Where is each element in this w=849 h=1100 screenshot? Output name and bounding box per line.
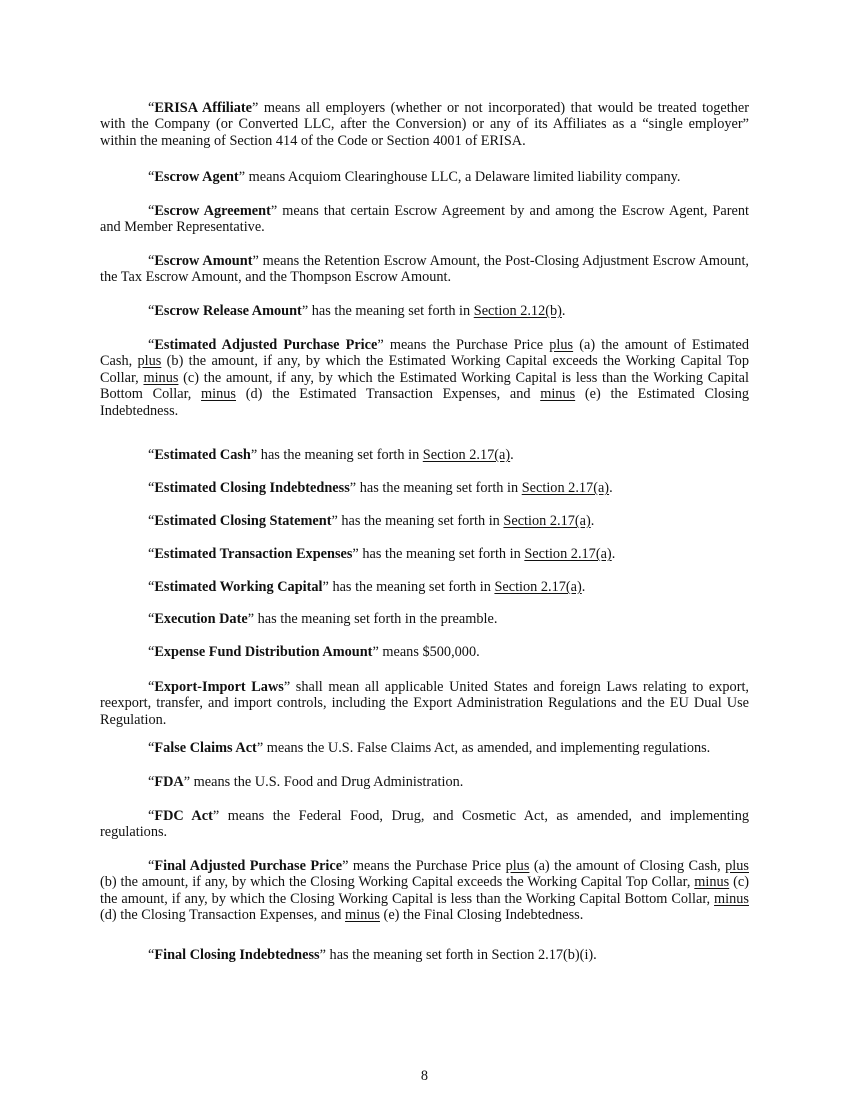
- definition-paragraph: “Estimated Cash” has the meaning set forth in Section 2.17(a).: [148, 447, 514, 463]
- definition-paragraph: “Estimated Transaction Expenses” has the meaning set forth in Section 2.17(a).: [148, 546, 616, 562]
- defined-term: Escrow Agent: [154, 169, 239, 185]
- definition-paragraph: “Execution Date” has the meaning set forth in the preamble.: [148, 611, 498, 627]
- definition-text: has the meaning set forth in: [362, 546, 525, 562]
- definition-paragraph: “Expense Fund Distribution Amount” means $500,000.: [148, 644, 480, 660]
- definition-text: has the meaning set forth in the preamble.: [257, 611, 498, 627]
- definition-text: (c) the amount, if any, by which the Closing Working Capital is less than the Working Capital Bottom Collar,: [100, 874, 749, 907]
- definition-paragraph: “Estimated Closing Statement” has the meaning set forth in Section 2.17(a).: [148, 513, 595, 529]
- definition-text: means the Retention Escrow Amount, the Post-Closing Adjustment Escrow Amount, the Tax Escrow Amount, and the Thompson Escrow Amount.: [100, 253, 750, 286]
- definition-text: means the Purchase Price: [352, 858, 506, 874]
- definition-paragraph: “Export-Import Laws” shall mean all applicable United States and foreign Laws relating to export, reexport, transfer, and import controls, including the Export Administration Regulations and the EU Dual Use Regulation.: [100, 679, 750, 728]
- underlined-text: minus: [694, 874, 730, 891]
- definition-text: has the meaning set forth in: [311, 303, 474, 319]
- definition-text: (b) the amount, if any, by which the Closing Working Capital exceeds the Working Capital Top Collar,: [100, 874, 695, 891]
- definition-text: has the meaning set forth in: [332, 579, 495, 595]
- defined-term: Escrow Release Amount: [154, 303, 302, 319]
- underlined-text: Section 2.12(b): [473, 303, 562, 319]
- definition-text: (a) the amount of Estimated Cash,: [100, 337, 750, 370]
- defined-term: False Claims Act: [154, 740, 257, 756]
- definition-text: .: [611, 546, 616, 562]
- defined-term: Estimated Working Capital: [154, 579, 323, 595]
- definition-text: .: [590, 513, 595, 529]
- defined-term: Estimated Transaction Expenses: [154, 546, 353, 562]
- definition-text: (b) the amount, if any, by which the Estimated Working Capital exceeds the Working Capital Top Collar,: [100, 353, 749, 386]
- underlined-text: Section 2.17(a): [524, 546, 612, 562]
- definition-paragraph: “Estimated Adjusted Purchase Price” means the Purchase Price plus (a) the amount of Estimated Cash, plus (b) the amount, if any, by which the Estimated Working Capital exceeds the Working Capital Top Collar, minus (c) the amount, if any, by which the Estimated Working Capital is less than the Working Capital Bottom Collar, minus (d) the Estimated Transaction Expenses, and minus (e) the Estimated Closing Indebtedness.: [100, 337, 750, 419]
- definition-paragraph: “Final Closing Indebtedness” has the meaning set forth in Section 2.17(b)(i).: [148, 947, 597, 963]
- definition-paragraph: “Escrow Amount” means the Retention Escrow Amount, the Post-Closing Adjustment Escrow Amount, the Tax Escrow Amount, and the Thompson Escrow Amount.: [100, 253, 750, 286]
- defined-term: Escrow Agreement: [154, 203, 271, 219]
- defined-term: Final Closing Indebtedness: [154, 947, 320, 963]
- definition-paragraph: “Final Adjusted Purchase Price” means the Purchase Price plus (a) the amount of Closing Cash, plus (b) the amount, if any, by which the Closing Working Capital exceeds the Working Capital Top Collar, minus (c) the amount, if any, by which the Closing Working Capital is less than the Working Capital Bottom Collar, minus (d) the Closing Transaction Expenses, and minus (e) the Final Closing Indebtedness.: [100, 858, 749, 924]
- definition-text: (c) the amount, if any, by which the Estimated Working Capital is less than the Working Capital Bottom Collar,: [100, 369, 749, 403]
- definition-text: .: [581, 579, 586, 595]
- defined-term: Execution Date: [154, 611, 248, 627]
- definition-text: .: [609, 480, 613, 496]
- underlined-text: Section 2.17(a): [503, 513, 591, 529]
- definition-text: means the Federal Food, Drug, and Cosmetic Act, as amended, and implementing regulations.: [100, 808, 749, 841]
- page-number: 8: [420, 1068, 429, 1084]
- definition-paragraph: “FDA” means the U.S. Food and Drug Administration.: [148, 774, 464, 790]
- definition-text: means the Purchase Price: [389, 337, 550, 353]
- underlined-text: plus: [137, 353, 162, 370]
- definition-paragraph: “ERISA Affiliate” means all employers (whether or not incorporated) that would be treated together with the Company (or Converted LLC, after the Conversion) or any of its Affiliates as a “single employer” within the meaning of Section 414 of the Code or Section 4001 of ERISA.: [100, 100, 750, 149]
- definition-paragraph: “False Claims Act” means the U.S. False Claims Act, as amended, and implementing regulations.: [148, 740, 711, 756]
- definition-text: means that certain Escrow Agreement by and among the Escrow Agent, Parent and Member Representative.: [100, 203, 749, 236]
- definition-paragraph: “Estimated Working Capital” has the meaning set forth in Section 2.17(a).: [148, 579, 586, 595]
- definition-paragraph: “Estimated Closing Indebtedness” has the meaning set forth in Section 2.17(a).: [148, 480, 613, 496]
- underlined-text: plus: [725, 858, 749, 874]
- underlined-text: minus: [201, 386, 237, 403]
- defined-term: Estimated Adjusted Purchase Price: [154, 337, 378, 353]
- defined-term: ERISA Affiliate: [154, 100, 252, 116]
- definition-text: (e) the Estimated Closing Indebtedness.: [100, 386, 749, 419]
- definition-text: .: [561, 303, 566, 319]
- definition-text: means Acquiom Clearinghouse LLC, a Delaware limited liability company.: [248, 169, 681, 185]
- underlined-text: Section 2.17(a): [494, 579, 582, 595]
- defined-term: Estimated Closing Indebtedness: [154, 480, 350, 496]
- defined-term: Escrow Amount: [154, 253, 253, 269]
- definition-text: (d) the Estimated Transaction Expenses, and: [236, 386, 541, 403]
- defined-term: Export-Import Laws: [154, 679, 284, 695]
- definition-text: (e) the Final Closing Indebtedness.: [379, 907, 584, 924]
- definition-paragraph: “FDC Act” means the Federal Food, Drug, and Cosmetic Act, as amended, and implementing regulations.: [100, 808, 749, 841]
- definition-text: means all employers (whether or not incorporated) that would be treated together with the Company (or Converted LLC, after the Conversion) or any of its Affiliates as a “single employer” within the meaning of Section 414 of the Code or Section 4001 of ERISA.: [100, 100, 750, 149]
- definition-paragraph: “Escrow Agreement” means that certain Escrow Agreement by and among the Escrow Agent, Parent and Member Representative.: [100, 203, 749, 236]
- definition-text: means the U.S. Food and Drug Administration.: [193, 774, 464, 790]
- underlined-text: Section 2.17(a): [422, 447, 511, 463]
- defined-term: Estimated Closing Statement: [154, 513, 332, 529]
- definition-paragraph: “Escrow Release Amount” has the meaning set forth in Section 2.12(b).: [148, 303, 566, 319]
- definition-text: shall mean all applicable United States and foreign Laws relating to export, reexport, transfer, and import controls, including the Export Administration Regulations and the EU Dual Use Regulation.: [100, 679, 750, 728]
- defined-term: FDA: [154, 774, 184, 790]
- underlined-text: plus: [549, 337, 574, 353]
- definition-text: means the U.S. False Claims Act, as amended, and implementing regulations.: [266, 740, 711, 756]
- underlined-text: minus: [540, 386, 576, 403]
- underlined-text: minus: [714, 890, 749, 907]
- defined-term: Expense Fund Distribution Amount: [154, 644, 373, 660]
- definition-text: (d) the Closing Transaction Expenses, and: [100, 907, 346, 924]
- defined-term: Final Adjusted Purchase Price: [154, 858, 343, 874]
- underlined-text: minus: [143, 369, 179, 386]
- definition-paragraph: “Escrow Agent” means Acquiom Clearinghouse LLC, a Delaware limited liability company.: [148, 169, 681, 185]
- definition-text: has the meaning set forth in: [341, 513, 504, 529]
- definition-text: .: [510, 447, 514, 463]
- definition-text: has the meaning set forth in: [359, 480, 522, 496]
- defined-term: Estimated Cash: [154, 447, 251, 463]
- underlined-text: plus: [505, 858, 530, 874]
- definition-text: means $500,000.: [382, 644, 480, 660]
- definition-text: has the meaning set forth in Section 2.17(b)(i).: [329, 947, 597, 963]
- underlined-text: minus: [345, 907, 380, 924]
- definition-text: (a) the amount of Closing Cash,: [529, 858, 726, 874]
- defined-term: FDC Act: [154, 808, 213, 824]
- definition-text: has the meaning set forth in: [260, 447, 423, 463]
- underlined-text: Section 2.17(a): [521, 480, 610, 496]
